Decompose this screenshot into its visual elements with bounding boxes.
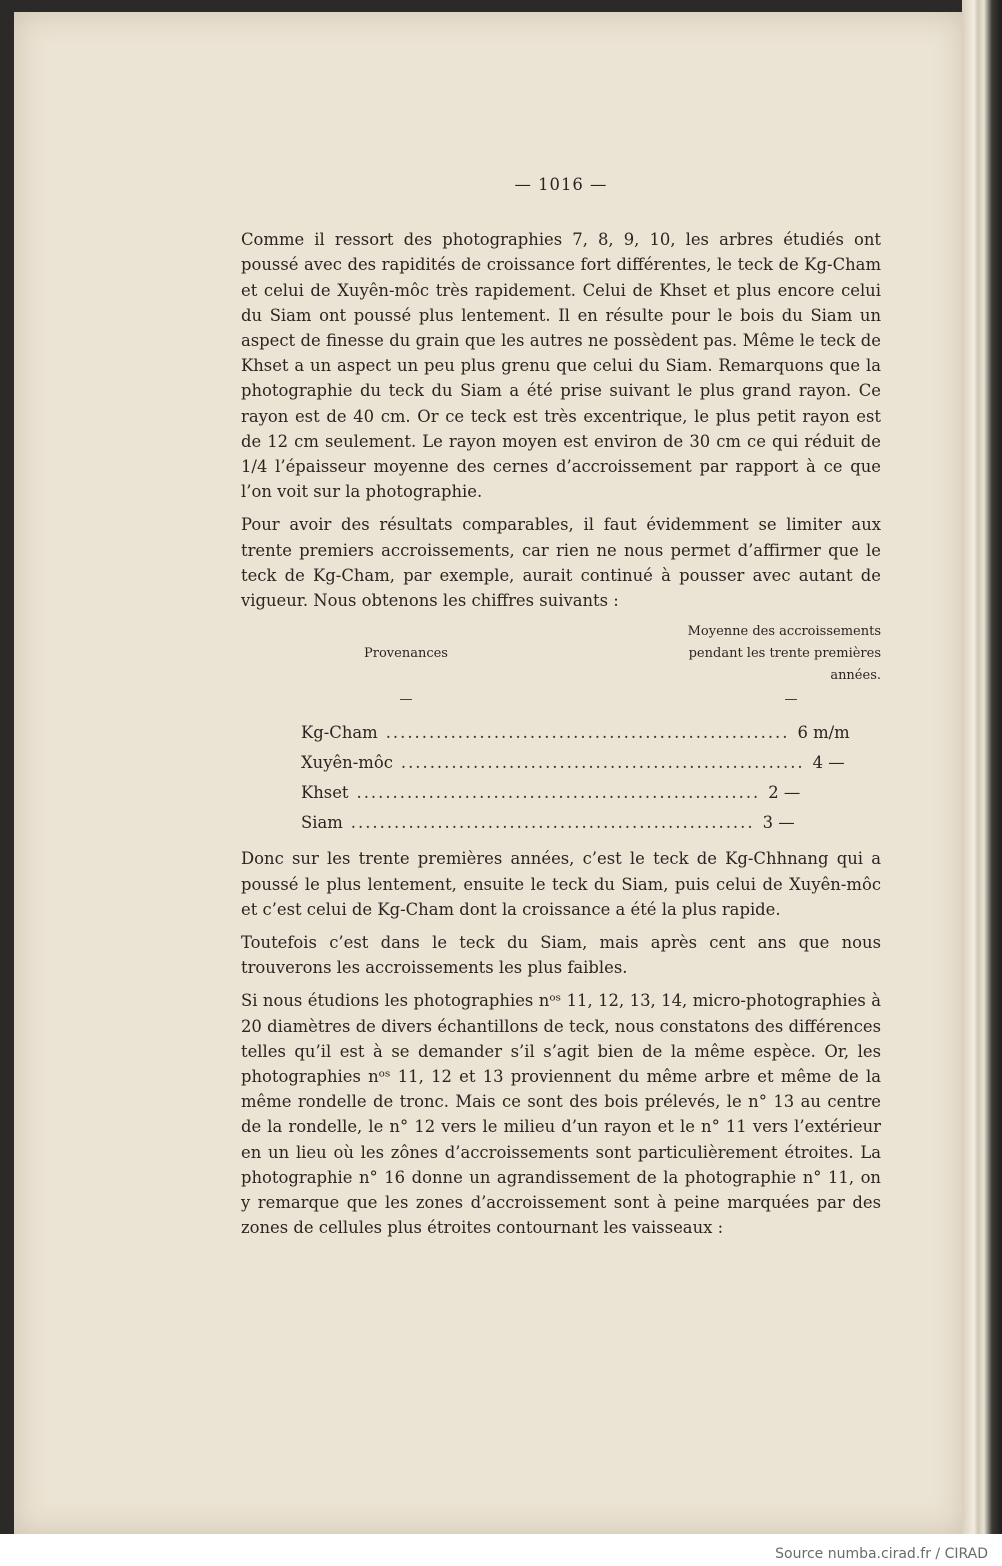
column-header-provenances: Provenances [364, 646, 448, 662]
dash-moyenne: — [784, 692, 798, 708]
row-value: 4 — [812, 753, 845, 773]
data-table [301, 720, 850, 840]
paragraph-1: Comme il ressort des photographies 7, 8, 9, 10, les arbres étudiés ont poussé avec des rapidités de croissance fort différentes, le teck de Kg-Cham et celui de Xuyên-môc très rapidement. Celui de Khset et plus encore celui du Siam ont poussé plus lentement. Il en résulte pour le bois du Siam un aspect de finesse du grain que les autres ne possèdent pas. Même le teck de Khset a un aspect un peu plus grenu que celui du Siam. Remarquons que la photographie du teck du Siam a été prise suivant le plus grand rayon. Ce rayon est de 40 cm. Or ce teck est très excentrique, le plus petit rayon est de 12 cm seulement. Le rayon moyen est environ de 30 cm ce qui réduit de 1/4 l’épaisseur moyenne des cernes d’accroissement par rapport à ce que l’on voit sur la photographie. [241, 230, 881, 502]
column-header-moyenne: Moyenne des accroissements pendant les trente premières années. [687, 624, 881, 684]
paragraph-5: Si nous étudions les photographies nᵒˢ 11, 12, 13, 14, micro-photographies à 20 diamètres de divers échantillons de teck, nous constatons des différences telles qu’il est à se demander s’il s’agit bien de la même espèce. Or, les photographies nᵒˢ 11, 12 et 13 proviennent du même arbre et même de la même rondelle de tronc. Mais ce sont des bois prélevés, le n° 13 au centre de la rondelle, le n° 12 vers le milieu d’un rayon et le n° 11 vers l’extérieur en un lieu où les zônes d’accroissements sont particulièrement étroites. La photographie n° 16 donne un agrandissement de la photographie n° 11, on y remarque que les zones d’accroissement sont à peine marquées par des zones de cellules plus étroites contournant les vaisseaux : [241, 991, 881, 1238]
row-value: 6 m/m [797, 723, 850, 743]
source-credit: Source numba.cirad.fr / CIRAD [775, 1546, 988, 1562]
leader-dots: ........................................................ [356, 783, 761, 803]
row-value: 3 — [762, 813, 795, 833]
table-row [301, 780, 801, 810]
table-row [301, 810, 795, 840]
paragraph-2: Pour avoir des résultats comparables, il faut évidemment se limiter aux trente premiers accroissements, car rien ne nous permet d’affirmer que le teck de Kg-Cham, par exemple, aurait continué à pousser avec autant de vigueur. Nous obtenons les chiffres suivants : [241, 515, 881, 611]
table-row [301, 720, 850, 750]
table-header [241, 621, 881, 687]
page-content [241, 160, 881, 1249]
leader-dots: ........................................................ [385, 723, 790, 743]
page-number: — 1016 — [514, 175, 608, 194]
paragraph-3: Donc sur les trente premières années, c’est le teck de Kg-Chhnang qui a poussé le plus lentement, ensuite le teck du Siam, puis celui de Xuyên-môc et c’est celui de Kg-Cham dont la croissance a été la plus rapide. [241, 849, 881, 919]
row-name: Xuyên-môc [301, 753, 393, 773]
paragraph-4: Toutefois c’est dans le teck du Siam, mais après cent ans que nous trouverons les accroissements les plus faibles. [241, 933, 881, 978]
leader-dots: ........................................................ [400, 753, 805, 773]
leader-dots: ........................................................ [350, 813, 755, 833]
row-name: Kg-Cham [301, 723, 378, 743]
row-name: Siam [301, 813, 343, 833]
dash-provenances: — [399, 692, 413, 708]
header-dashes [241, 687, 881, 712]
row-value: 2 — [768, 783, 801, 803]
book-page-edge [962, 0, 1002, 1566]
table-row [301, 750, 845, 780]
row-name: Khset [301, 783, 349, 803]
